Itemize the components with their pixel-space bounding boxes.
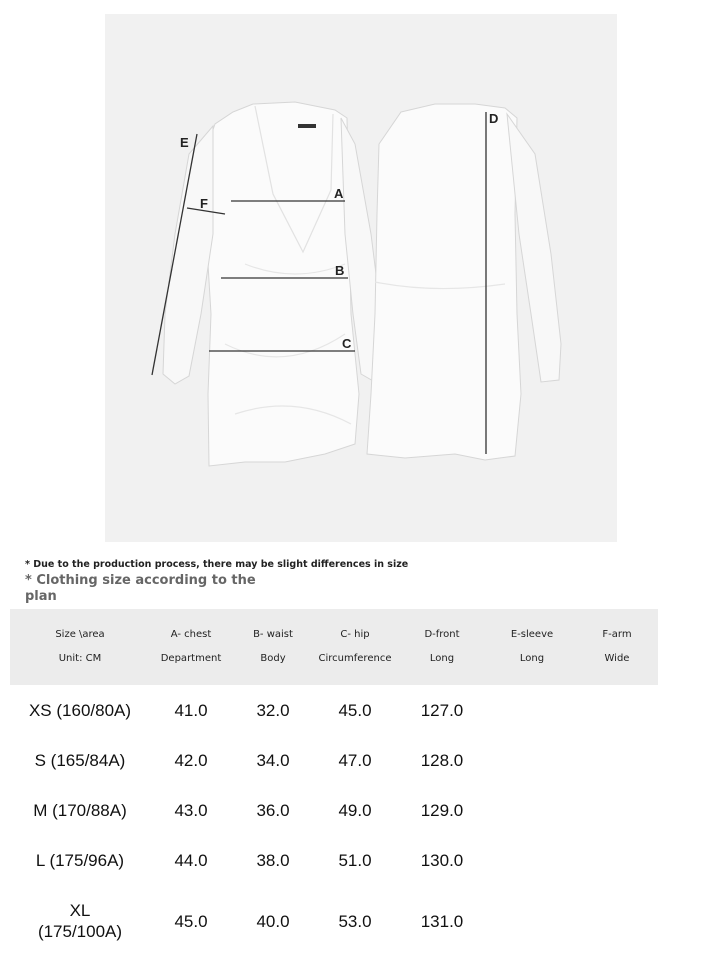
cell-front-length: 131.0 <box>420 911 464 931</box>
product-photo <box>105 14 617 542</box>
cell-waist: 36.0 <box>256 800 290 820</box>
header-size: Size \area Unit: CM <box>55 629 105 664</box>
table-header-row <box>10 609 658 685</box>
cell-hip: 45.0 <box>338 700 372 720</box>
dress-measurement-diagram <box>105 14 617 542</box>
table-row <box>10 835 658 885</box>
label-f: F <box>200 196 208 211</box>
header-hip: C- hip Circumference <box>318 629 392 664</box>
cell-waist: 38.0 <box>256 850 290 870</box>
cell-hip: 49.0 <box>338 800 372 820</box>
cell-chest: 45.0 <box>174 911 208 931</box>
cell-arm-width <box>576 685 658 735</box>
cell-chest: 44.0 <box>174 850 208 870</box>
cell-waist: 34.0 <box>256 750 290 770</box>
cell-size: XL (175/100A) <box>37 901 123 941</box>
cell-sleeve-length <box>488 835 576 885</box>
cell-sleeve-length <box>488 885 576 957</box>
header-sleeve-length: E-sleeve Long <box>510 629 554 664</box>
plan-note: * Clothing size according to the plan <box>25 573 256 604</box>
size-table <box>10 609 658 957</box>
table-row <box>10 735 658 785</box>
cell-arm-width <box>576 735 658 785</box>
cell-front-length: 130.0 <box>420 850 464 870</box>
cell-chest: 42.0 <box>174 750 208 770</box>
label-c: C <box>342 336 352 351</box>
cell-size: M (170/88A) <box>33 800 127 820</box>
production-note: * Due to the production process, there may be slight differences in size <box>25 559 409 570</box>
cell-hip: 51.0 <box>338 850 372 870</box>
label-b: B <box>335 263 345 278</box>
cell-sleeve-length <box>488 735 576 785</box>
cell-arm-width <box>576 885 658 957</box>
cell-size: L (175/96A) <box>35 850 125 870</box>
header-chest: A- chest Department <box>160 629 222 664</box>
dress-back <box>367 104 561 460</box>
cell-front-length: 128.0 <box>420 750 464 770</box>
header-front-length: D-front Long <box>424 629 460 664</box>
cell-hip: 53.0 <box>338 911 372 931</box>
table-row <box>10 685 658 735</box>
table-row <box>10 885 658 957</box>
header-waist: B- waist Body <box>253 629 293 664</box>
label-d: D <box>489 111 499 126</box>
cell-hip: 47.0 <box>338 750 372 770</box>
label-a: A <box>334 186 344 201</box>
cell-sleeve-length <box>488 685 576 735</box>
cell-size: S (165/84A) <box>34 750 126 770</box>
cell-arm-width <box>576 835 658 885</box>
dress-front <box>163 102 385 466</box>
cell-waist: 32.0 <box>256 700 290 720</box>
cell-size: XS (160/80A) <box>28 700 132 720</box>
cell-arm-width <box>576 785 658 835</box>
cell-front-length: 127.0 <box>420 700 464 720</box>
cell-chest: 43.0 <box>174 800 208 820</box>
label-e: E <box>180 135 189 150</box>
cell-waist: 40.0 <box>256 911 290 931</box>
table-row <box>10 785 658 835</box>
cell-sleeve-length <box>488 785 576 835</box>
cell-front-length: 129.0 <box>420 800 464 820</box>
header-arm-width: F-arm Wide <box>602 629 632 664</box>
cell-chest: 41.0 <box>174 700 208 720</box>
